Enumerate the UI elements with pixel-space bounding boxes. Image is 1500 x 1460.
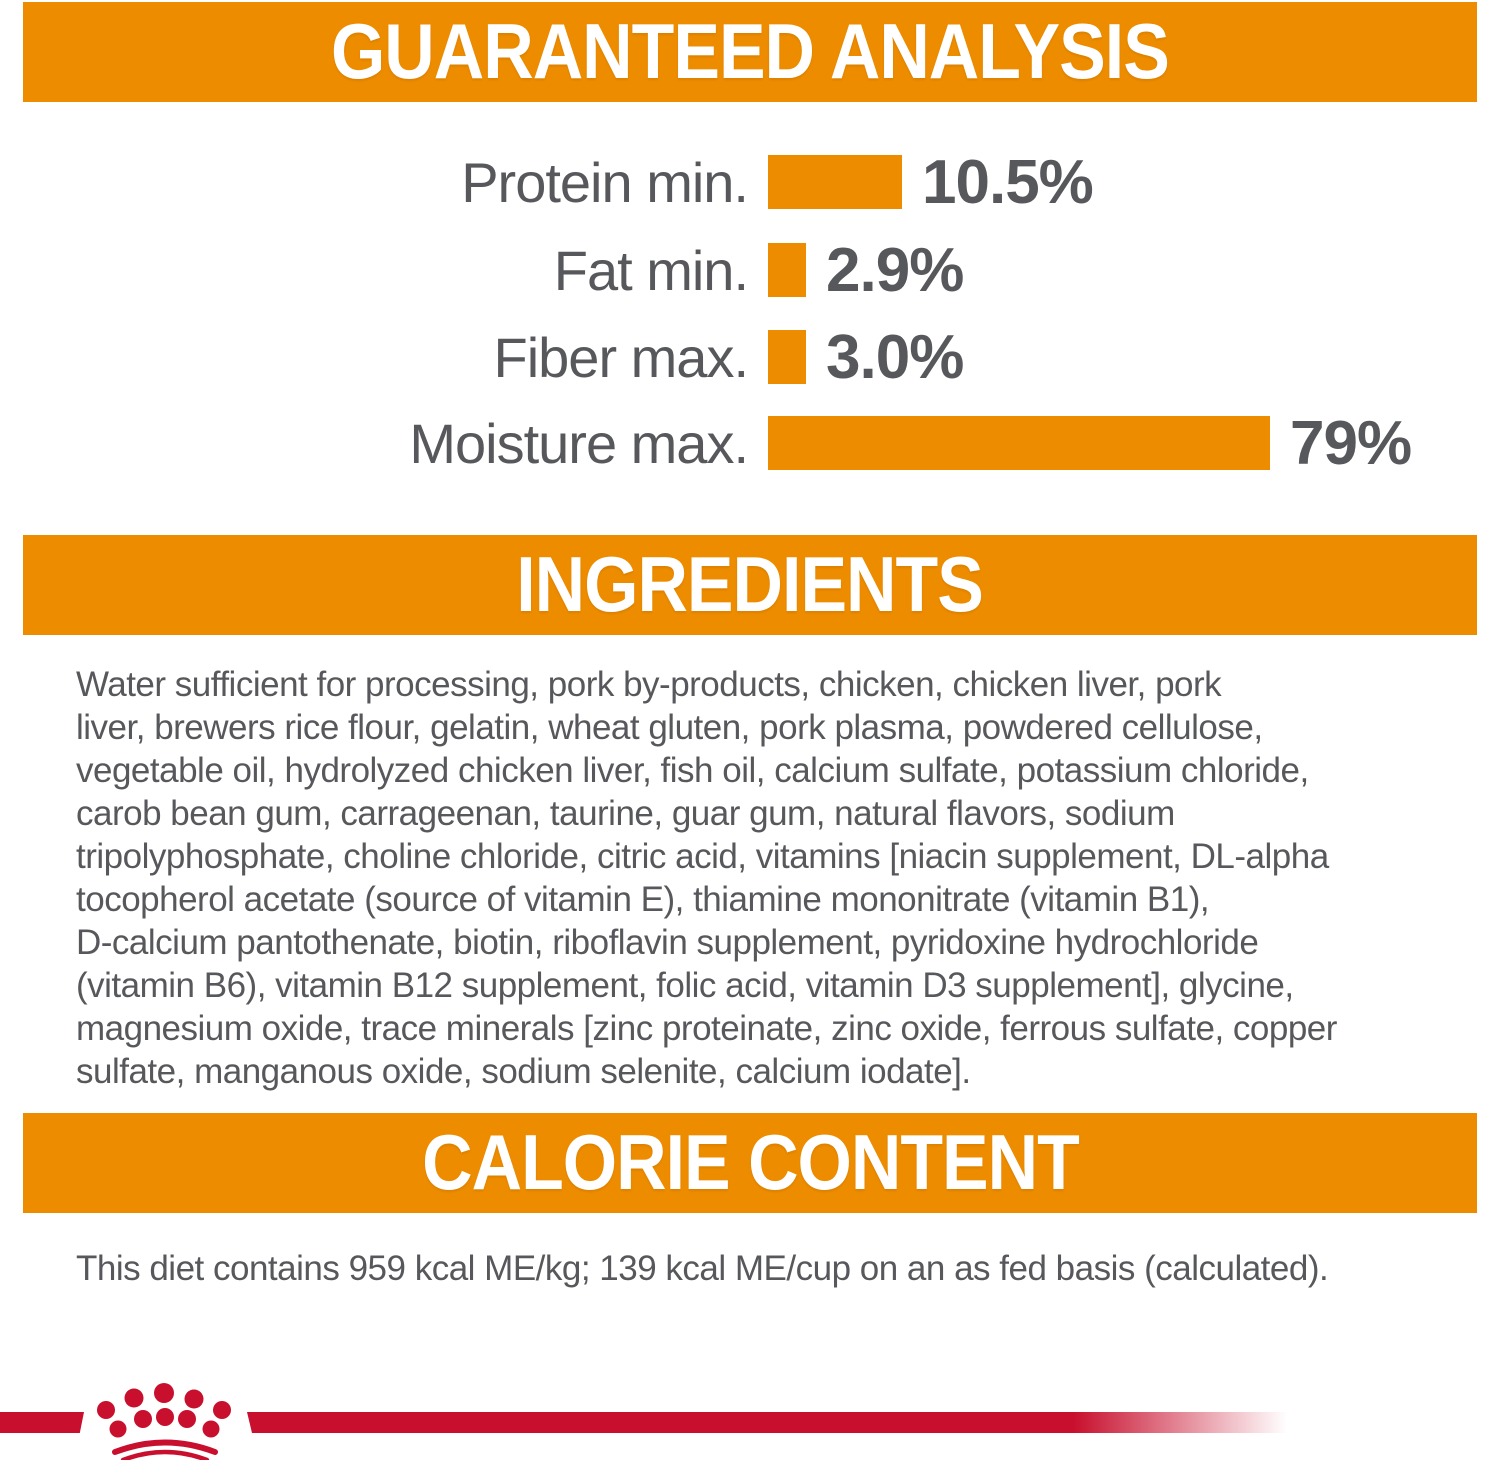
analysis-value: 10.5%: [922, 147, 1093, 217]
calorie-content-text: This diet contains 959 kcal ME/kg; 139 kcal ME/cup on an as fed basis (calculated).: [76, 1249, 1329, 1288]
guaranteed-analysis-rows: [0, 147, 1500, 485]
ingredients-line: vegetable oil, hydrolyzed chicken liver, fish oil, calcium sulfate, potassium chloride,: [76, 751, 1309, 790]
analysis-label: Protein min.: [461, 150, 748, 214]
analysis-bar: [768, 330, 806, 384]
ingredients-line: liver, brewers rice flour, gelatin, wheat gluten, pork plasma, powdered cellulose,: [76, 708, 1263, 747]
ingredients-line: carob bean gum, carrageenan, taurine, guar gum, natural flavors, sodium: [76, 794, 1175, 833]
analysis-bar: [768, 416, 1270, 470]
analysis-value: 3.0%: [826, 322, 964, 392]
red-stripe-right: [247, 1412, 1500, 1433]
ingredients-line: (vitamin B6), vitamin B12 supplement, folic acid, vitamin D3 supplement], glycine,: [76, 966, 1294, 1005]
ingredients-line: tocopherol acetate (source of vitamin E), thiamine mononitrate (vitamin B1),: [76, 880, 1210, 919]
analysis-bar: [768, 155, 902, 209]
analysis-row: [0, 322, 1500, 392]
analysis-row: [0, 147, 1500, 217]
ingredients-title: INGREDIENTS: [516, 541, 984, 629]
royal-canin-crown-icon: [85, 1378, 245, 1460]
ingredients-text: [76, 663, 1476, 1093]
calorie-content-banner: [23, 1113, 1477, 1213]
guaranteed-analysis-title: GUARANTEED ANALYSIS: [331, 8, 1169, 96]
red-stripe-left: [0, 1412, 84, 1433]
ingredients-line: sulfate, manganous oxide, sodium selenite, calcium iodate].: [76, 1052, 971, 1091]
ingredients-banner: [23, 535, 1477, 635]
ingredients-line: Water sufficient for processing, pork by-products, chicken, chicken liver, pork: [76, 665, 1222, 704]
analysis-bar: [768, 243, 806, 297]
ingredients-line: D-calcium pantothenate, biotin, riboflavin supplement, pyridoxine hydrochloride: [76, 923, 1259, 962]
analysis-row: [0, 235, 1500, 305]
analysis-label: Fiber max.: [493, 325, 748, 389]
analysis-value: 79%: [1290, 408, 1412, 478]
analysis-label: Fat min.: [553, 238, 748, 302]
calorie-content-title: CALORIE CONTENT: [421, 1119, 1079, 1207]
analysis-row: [0, 408, 1500, 478]
analysis-value: 2.9%: [826, 235, 964, 305]
ingredients-line: magnesium oxide, trace minerals [zinc proteinate, zinc oxide, ferrous sulfate, copper: [76, 1009, 1337, 1048]
analysis-label: Moisture max.: [409, 411, 748, 475]
ingredients-line: tripolyphosphate, choline chloride, citric acid, vitamins [niacin supplement, DL-alpha: [76, 837, 1329, 876]
guaranteed-analysis-banner: [23, 2, 1477, 102]
